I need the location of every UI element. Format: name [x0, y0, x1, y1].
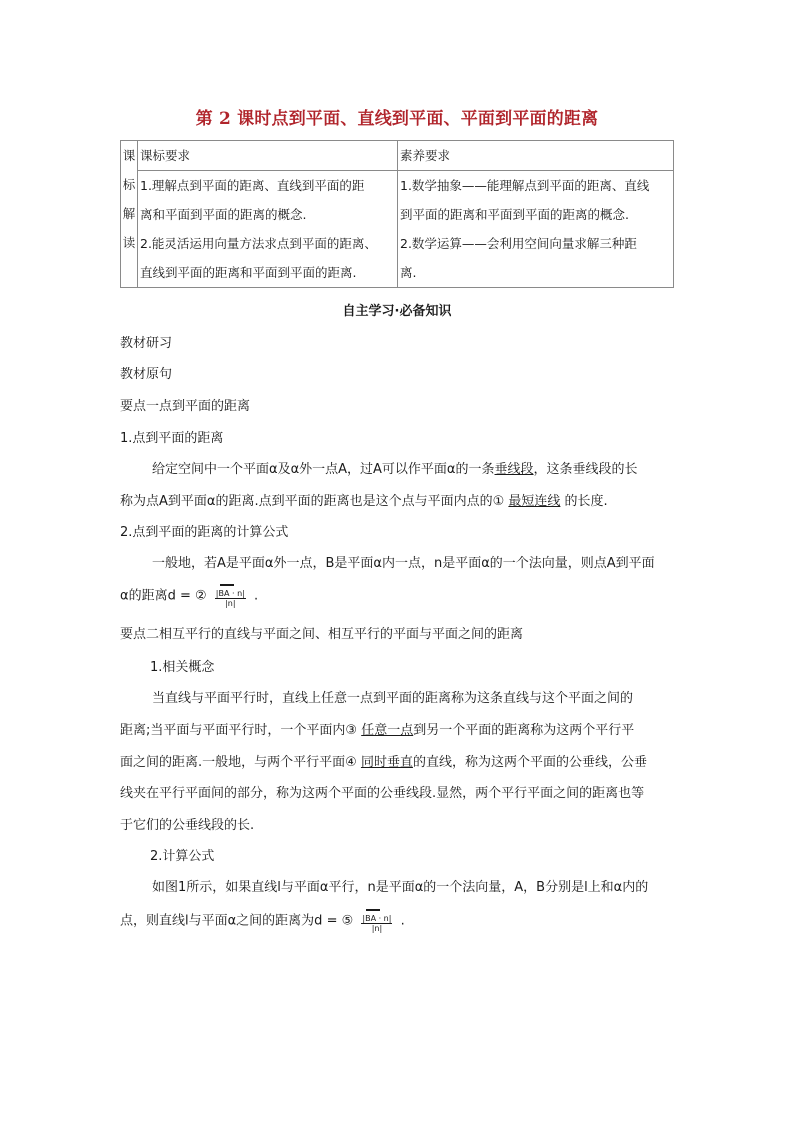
- cell-line: 直线到平面的距离和平面到平面的距离.: [140, 265, 357, 280]
- paragraph-line: [152, 458, 638, 477]
- text-span: 的直线，称为这两个平面的公垂线，公垂: [412, 755, 647, 770]
- text-line: 1.点到平面的距离: [120, 431, 224, 446]
- text-line: 教材研习: [120, 336, 173, 351]
- requirements-cell: [138, 171, 398, 288]
- curriculum-table: [120, 140, 674, 288]
- paragraph-line: 于它们的公垂线段的长.: [120, 818, 255, 833]
- formula-numerator-text: |BA · n|: [362, 914, 392, 923]
- formula-numerator: [361, 909, 392, 924]
- cell-line: 离.: [400, 265, 417, 280]
- text-line: 2.点到平面的距离的计算公式: [120, 525, 289, 540]
- cell-line: 离和平面到平面的距离的概念.: [140, 207, 307, 222]
- paragraph-line: [120, 490, 608, 509]
- text-span: 点，则直线l与平面α之间的距离为d = ⑤: [120, 913, 354, 929]
- distance-formula: [215, 584, 246, 608]
- text-line: 教材原句: [120, 367, 173, 382]
- formula-denominator: |n|: [225, 599, 236, 608]
- side-char: 标: [122, 177, 136, 192]
- col-header-requirements: 课标要求: [138, 141, 398, 171]
- text-span: 称为点A到平面α的距离.点到平面的距离也是这个点与平面内点的①: [120, 494, 505, 509]
- answer-blank: 垂线段: [494, 462, 534, 477]
- cell-line: 1.理解点到平面的距离、直线到平面的距: [140, 178, 365, 193]
- answer-blank: 任意一点: [361, 723, 414, 738]
- distance-formula: [361, 909, 392, 933]
- table-side-header: [121, 141, 138, 288]
- answer-blank: 同时垂直: [360, 755, 413, 770]
- answer-blank: 最短连线: [508, 494, 561, 509]
- side-char: 读: [122, 235, 136, 250]
- paragraph-line: [120, 719, 634, 738]
- paragraph-line: 一般地，若A是平面α外一点，B是平面α内一点，n是平面α的一个法向量，则点A到平面: [152, 556, 655, 571]
- text-span: .: [253, 588, 259, 604]
- page-title: 第 2 课时点到平面、直线到平面、平面到平面的距离: [195, 109, 599, 129]
- section-heading: 自主学习·必备知识: [342, 304, 452, 319]
- text-line: 2.计算公式: [150, 849, 215, 864]
- text-span: 面之间的距离.一般地，与两个平行平面④: [120, 755, 357, 770]
- cell-line: 2.数学运算——会利用空间向量求解三种距: [400, 236, 637, 251]
- cell-line: 到平面的距离和平面到平面的距离的概念.: [400, 207, 629, 222]
- side-char: 解: [122, 206, 136, 221]
- text-span: 的长度.: [564, 494, 608, 509]
- side-char: 课: [122, 148, 136, 163]
- paragraph-line: [120, 751, 647, 770]
- cell-line: 1.数学抽象——能理解点到平面的距离、直线: [400, 178, 650, 193]
- text-span: 到另一个平面的距离称为这两个平行平: [413, 723, 635, 738]
- col-header-competencies: 素养要求: [398, 141, 674, 171]
- formula-line: [120, 909, 405, 933]
- heading-point-one: 要点一点到平面的距离: [120, 399, 251, 414]
- competencies-cell: [398, 171, 674, 288]
- formula-denominator: |n|: [371, 924, 383, 933]
- text-span: α的距离d = ②: [120, 588, 207, 604]
- paragraph-line: 当直线与平面平行时，直线上任意一点到平面的距离称为这条直线与这个平面之间的: [152, 691, 634, 706]
- formula-line: [120, 584, 258, 608]
- heading-point-two: 要点二相互平行的直线与平面之间、相互平行的平面与平面之间的距离: [120, 627, 524, 642]
- text-span: 距离;当平面与平面平行时，一个平面内③: [120, 723, 358, 738]
- paragraph-line: 线夹在平行平面间的部分，称为这两个平面的公垂线段.显然，两个平行平面之间的距离也等: [120, 786, 645, 801]
- text-span: 给定空间中一个平面α及α外一点A，过A可以作平面α的一条: [152, 462, 495, 477]
- text-line: 1.相关概念: [150, 660, 215, 675]
- formula-numerator-text: |BA · n|: [215, 589, 245, 598]
- paragraph-line: 如图1所示，如果直线l与平面α平行，n是平面α的一个法向量，A，B分别是l上和α内的: [152, 880, 649, 895]
- text-span: .: [400, 913, 405, 929]
- text-span: ，这条垂线段的长: [533, 462, 638, 477]
- cell-line: 2.能灵活运用向量方法求点到平面的距离、: [140, 236, 377, 251]
- formula-numerator: [215, 584, 246, 599]
